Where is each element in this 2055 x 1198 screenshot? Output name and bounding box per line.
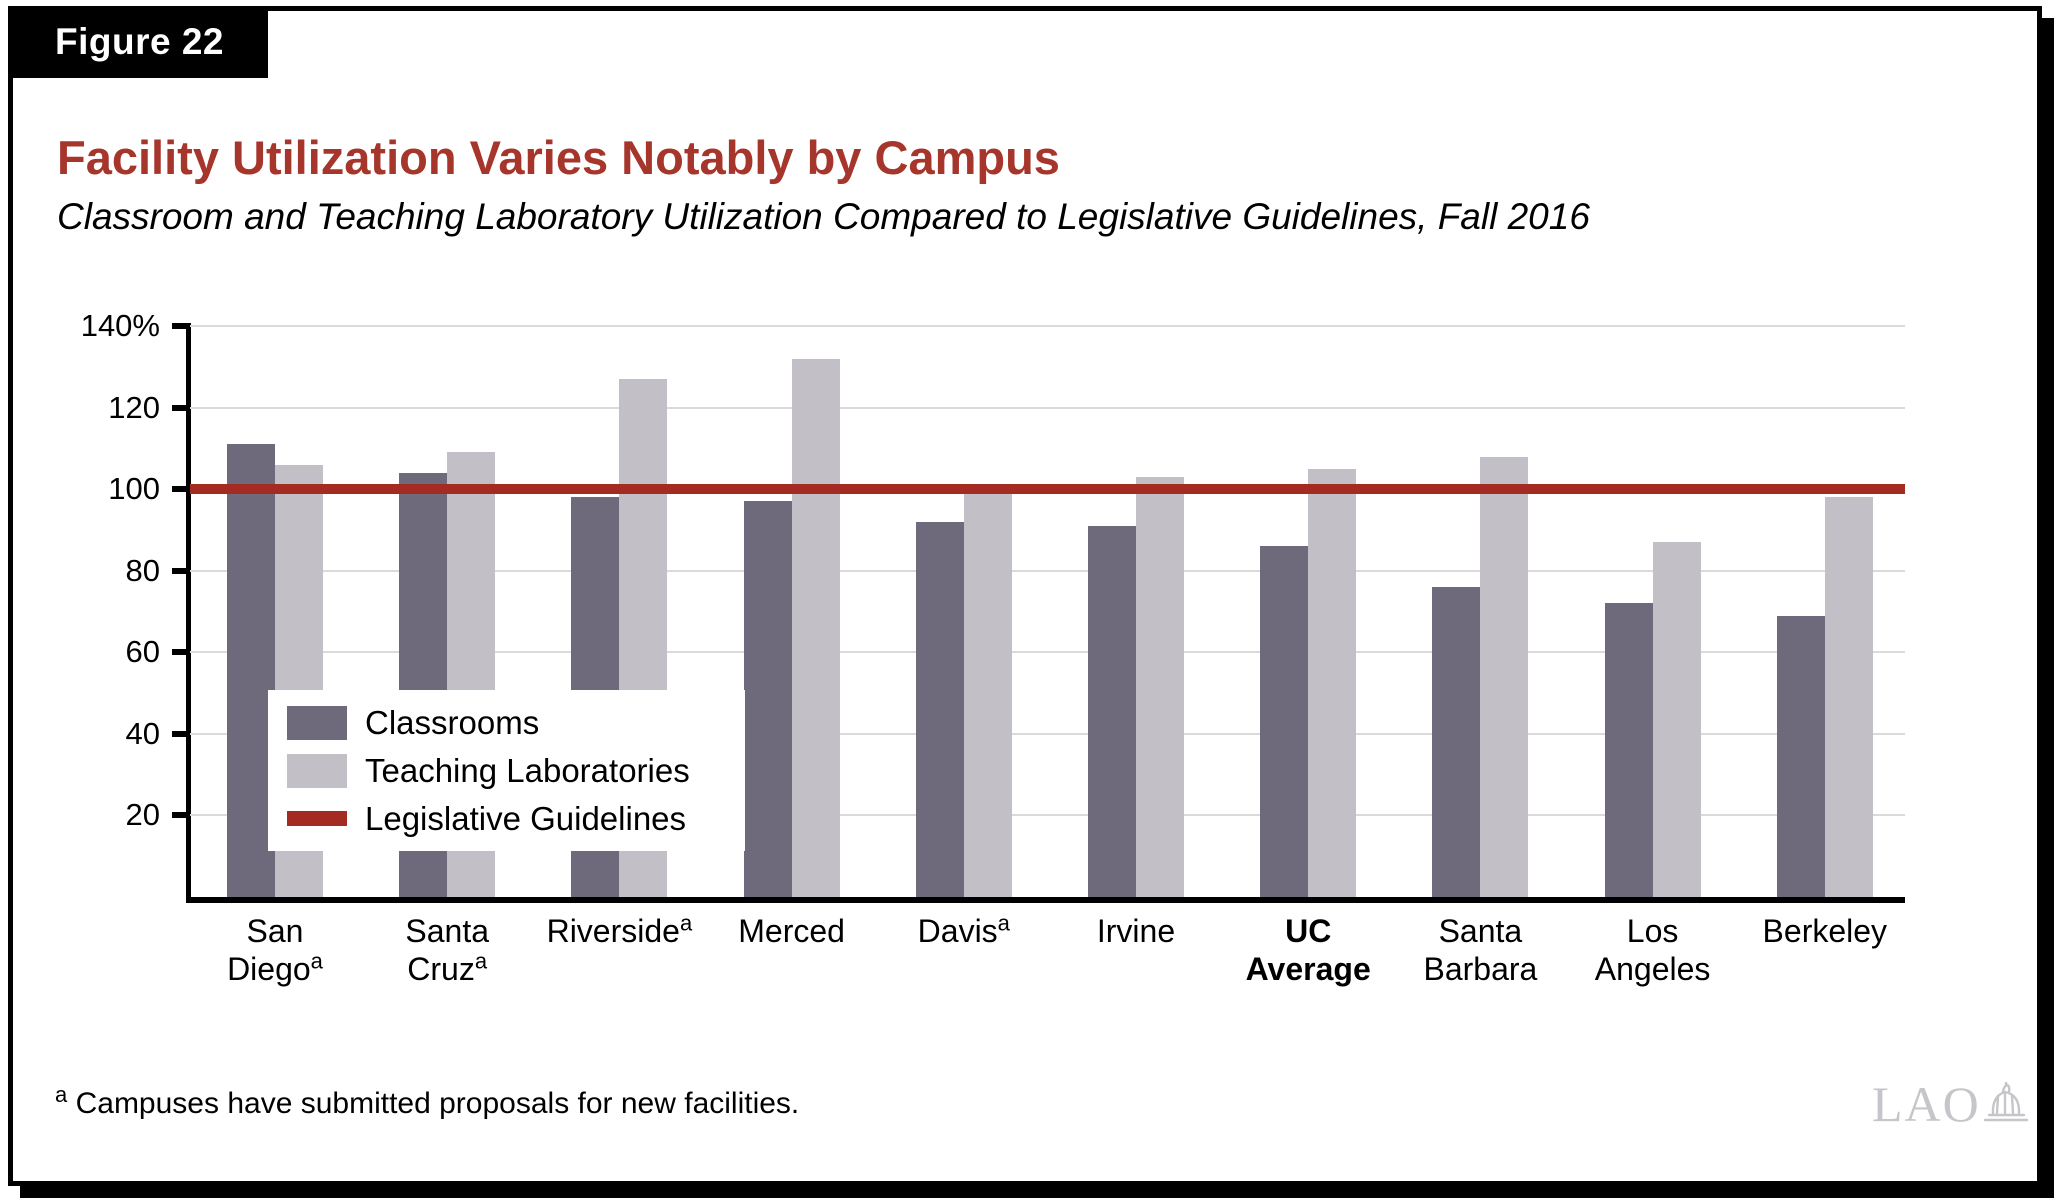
y-axis-label-100: 100 xyxy=(108,471,160,507)
bar-classrooms-berkeley xyxy=(1777,616,1825,897)
x-axis-label-line: Santa xyxy=(1438,913,1523,949)
x-axis-label-line: Santa xyxy=(405,913,489,949)
x-axis-label-berkeley xyxy=(1675,912,1975,950)
legend-swatch-classrooms xyxy=(287,706,347,740)
footnote-marker: a xyxy=(474,948,488,974)
legend-item-teaching-laboratories xyxy=(287,751,745,789)
footnote xyxy=(55,1082,800,1121)
y-axis-tick-120 xyxy=(172,405,186,411)
bar-teaching-laboratories-los-angeles xyxy=(1653,542,1701,897)
x-axis-label-line: Barbara xyxy=(1423,951,1538,987)
x-axis-label-line: Davis$^a$ xyxy=(917,910,1010,949)
y-axis-tick-20 xyxy=(172,812,186,818)
bar-teaching-laboratories-uc-average xyxy=(1308,469,1356,897)
y-axis-label-40: 40 xyxy=(125,715,160,751)
chart-title: Facility Utilization Varies Notably by Campus xyxy=(57,131,1060,184)
capitol-dome-icon xyxy=(1983,1082,2029,1124)
bar-classrooms-los-angeles xyxy=(1605,603,1653,897)
footnote-marker: a xyxy=(679,910,693,936)
figure-label-box xyxy=(8,6,268,78)
y-axis-tick-80 xyxy=(172,568,186,574)
y-axis-tick-60 xyxy=(172,649,186,655)
x-axis-line xyxy=(186,897,1905,903)
y-axis-label-120: 120 xyxy=(108,389,160,425)
footnote-marker: a xyxy=(55,1082,68,1107)
lao-logo-text: LAO xyxy=(1872,1076,1981,1132)
x-axis-label-line: Average xyxy=(1245,951,1371,987)
bar-teaching-laboratories-irvine xyxy=(1136,477,1184,897)
x-axis-label-line: Los xyxy=(1626,913,1679,949)
legend-label-classrooms: Classrooms xyxy=(365,703,540,741)
legend-item-legislative-guidelines xyxy=(287,799,745,837)
x-axis-label-line: Angeles xyxy=(1594,951,1711,987)
figure-label: Figure 22 xyxy=(55,21,224,62)
x-axis-label-line: Merced xyxy=(738,913,845,949)
bar-teaching-laboratories-santa-barbara xyxy=(1480,457,1528,898)
reference-line-legislative-guidelines xyxy=(190,484,1905,494)
y-axis-label-80: 80 xyxy=(125,552,160,588)
legend-swatch-teaching-laboratories xyxy=(287,754,347,788)
x-axis-label-line: Berkeley xyxy=(1762,913,1888,949)
y-axis-label-60: 60 xyxy=(125,634,160,670)
bar-teaching-laboratories-davis xyxy=(964,493,1012,897)
bar-classrooms-uc-average xyxy=(1260,546,1308,897)
footnote-marker: a xyxy=(310,948,323,974)
bar-teaching-laboratories-berkeley xyxy=(1825,497,1873,897)
chart-subtitle: Classroom and Teaching Laboratory Utilization Compared to Legislative Guidelines, Fall 2016 xyxy=(57,196,1590,237)
bar-teaching-laboratories-merced xyxy=(792,359,840,897)
bar-classrooms-santa-barbara xyxy=(1432,587,1480,897)
footnote-text: Campuses have submitted proposals for new facilities. xyxy=(75,1087,800,1120)
x-axis-label-line: UC xyxy=(1285,913,1332,949)
y-axis-tick-40 xyxy=(172,731,186,737)
gridline-120 xyxy=(190,407,1905,409)
y-axis-label-140: 140% xyxy=(80,308,160,343)
legend-item-classrooms xyxy=(287,703,745,741)
x-axis-label-line: Riverside$^a$ xyxy=(546,910,693,949)
y-axis-tick-140 xyxy=(172,323,186,329)
x-axis-label-line: Cruz$^a$ xyxy=(407,948,488,987)
legend-swatch-legislative-guidelines xyxy=(287,811,347,826)
x-axis-label-line: Diego$^a$ xyxy=(227,948,323,987)
bar-classrooms-merced xyxy=(744,501,792,897)
legend-label-teaching-laboratories: Teaching Laboratories xyxy=(365,751,690,789)
legend-label-legislative-guidelines: Legislative Guidelines xyxy=(365,799,687,837)
lao-logo xyxy=(1872,1076,2029,1132)
y-axis-tick-100 xyxy=(172,486,186,492)
bar-classrooms-irvine xyxy=(1088,526,1136,897)
footnote-marker: a xyxy=(997,910,1010,936)
plot-area xyxy=(190,326,1905,897)
legend xyxy=(268,690,745,851)
x-axis-label-line: Irvine xyxy=(1096,913,1176,949)
y-axis-label-20: 20 xyxy=(125,797,160,833)
bar-classrooms-davis xyxy=(916,522,964,897)
gridline-140 xyxy=(190,325,1905,327)
x-axis-label-line: San xyxy=(246,913,304,949)
